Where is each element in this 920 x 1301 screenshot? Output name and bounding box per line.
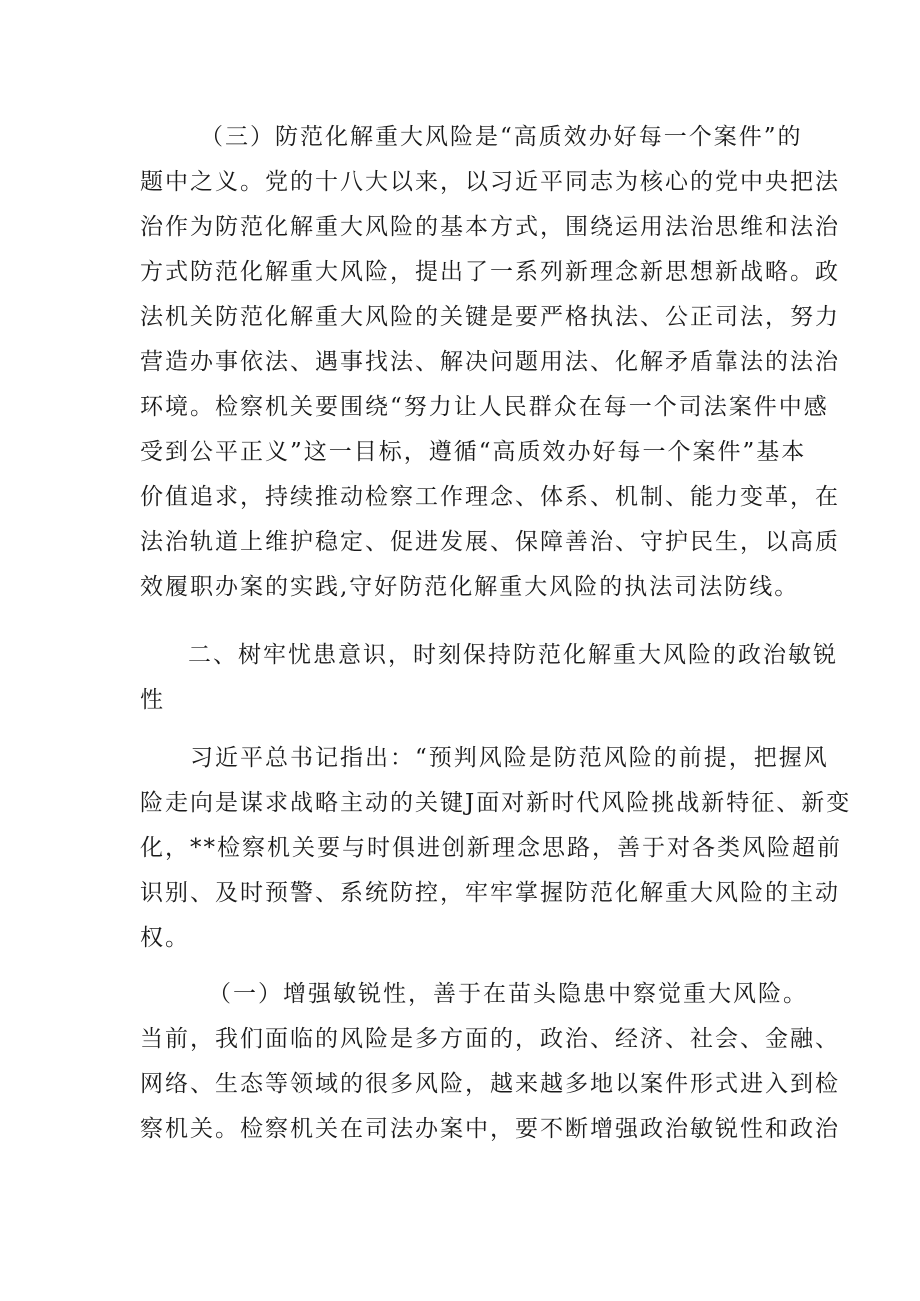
- paragraph-xi-quote: [140, 736, 852, 961]
- text-line: 识别、及时预警、系统防控，牢牢掌握防范化解重大风险的主动: [140, 880, 840, 906]
- text-line: 险走向是谋求战略主动的关键J面对新时代风险挑战新特征、新变: [140, 790, 852, 816]
- subheading-line: （一）增强敏锐性，善于在苗头隐患中察觉重大风险。: [208, 981, 808, 1007]
- text-line: （三）防范化解重大风险是“高质效办好每一个案件”的: [200, 124, 803, 150]
- paragraph-prevent-risk: [140, 115, 840, 610]
- text-line: 价值追求，持续推动检察工作理念、体系、机制、能力变革，在: [140, 484, 840, 510]
- text-line: 网络、生态等领域的很多风险，越来越多地以案件形式进入到检: [140, 1071, 840, 1097]
- paragraph-sensitivity: [140, 972, 840, 1152]
- text-line: 察机关。检察机关在司法办案中，要不断增强政治敏锐性和政治: [140, 1116, 840, 1142]
- text-line: 营造办事依法、遇事找法、解决问题用法、化解矛盾靠法的法治: [140, 349, 840, 375]
- text-line: 效履职办案的实践,守好防范化解重大风险的执法司法防线。: [140, 574, 800, 600]
- text-line: 法机关防范化解重大风险的关键是要严格执法、公正司法，努力: [140, 304, 840, 330]
- text-line: 题中之义。党的十八大以来，以习近平同志为核心的党中央把法: [140, 169, 840, 195]
- text-line: 治作为防范化解重大风险的基本方式，围绕运用法治思维和法治: [140, 214, 840, 240]
- text-line: 法治轨道上维护稳定、促进发展、保障善治、守护民生，以高质: [140, 529, 840, 555]
- text-line: 方式防范化解重大风险，提出了一系列新理念新思想新战略。政: [140, 259, 840, 285]
- heading-line: 性: [140, 687, 165, 713]
- text-line: 环境。检察机关要围绕“努力让人民群众在每一个司法案件中感: [140, 394, 829, 420]
- section-heading-2: [140, 633, 838, 723]
- text-line: 当前，我们面临的风险是多方面的，政治、经济、社会、金融、: [140, 1026, 840, 1052]
- text-line: 权。: [140, 925, 190, 951]
- text-line: 受到公平正义”这一目标，遵循“高质效办好每一个案件”基本: [140, 439, 807, 465]
- heading-line: 二、树牢忧患意识，时刻保持防范化解重大风险的政治敏锐: [188, 642, 838, 668]
- text-line: 习近平总书记指出：“预判风险是防范风险的前提，把握风: [190, 745, 829, 771]
- text-line: 化，**检察机关要与时俱进创新理念思路，善于对各类风险超前: [140, 835, 842, 861]
